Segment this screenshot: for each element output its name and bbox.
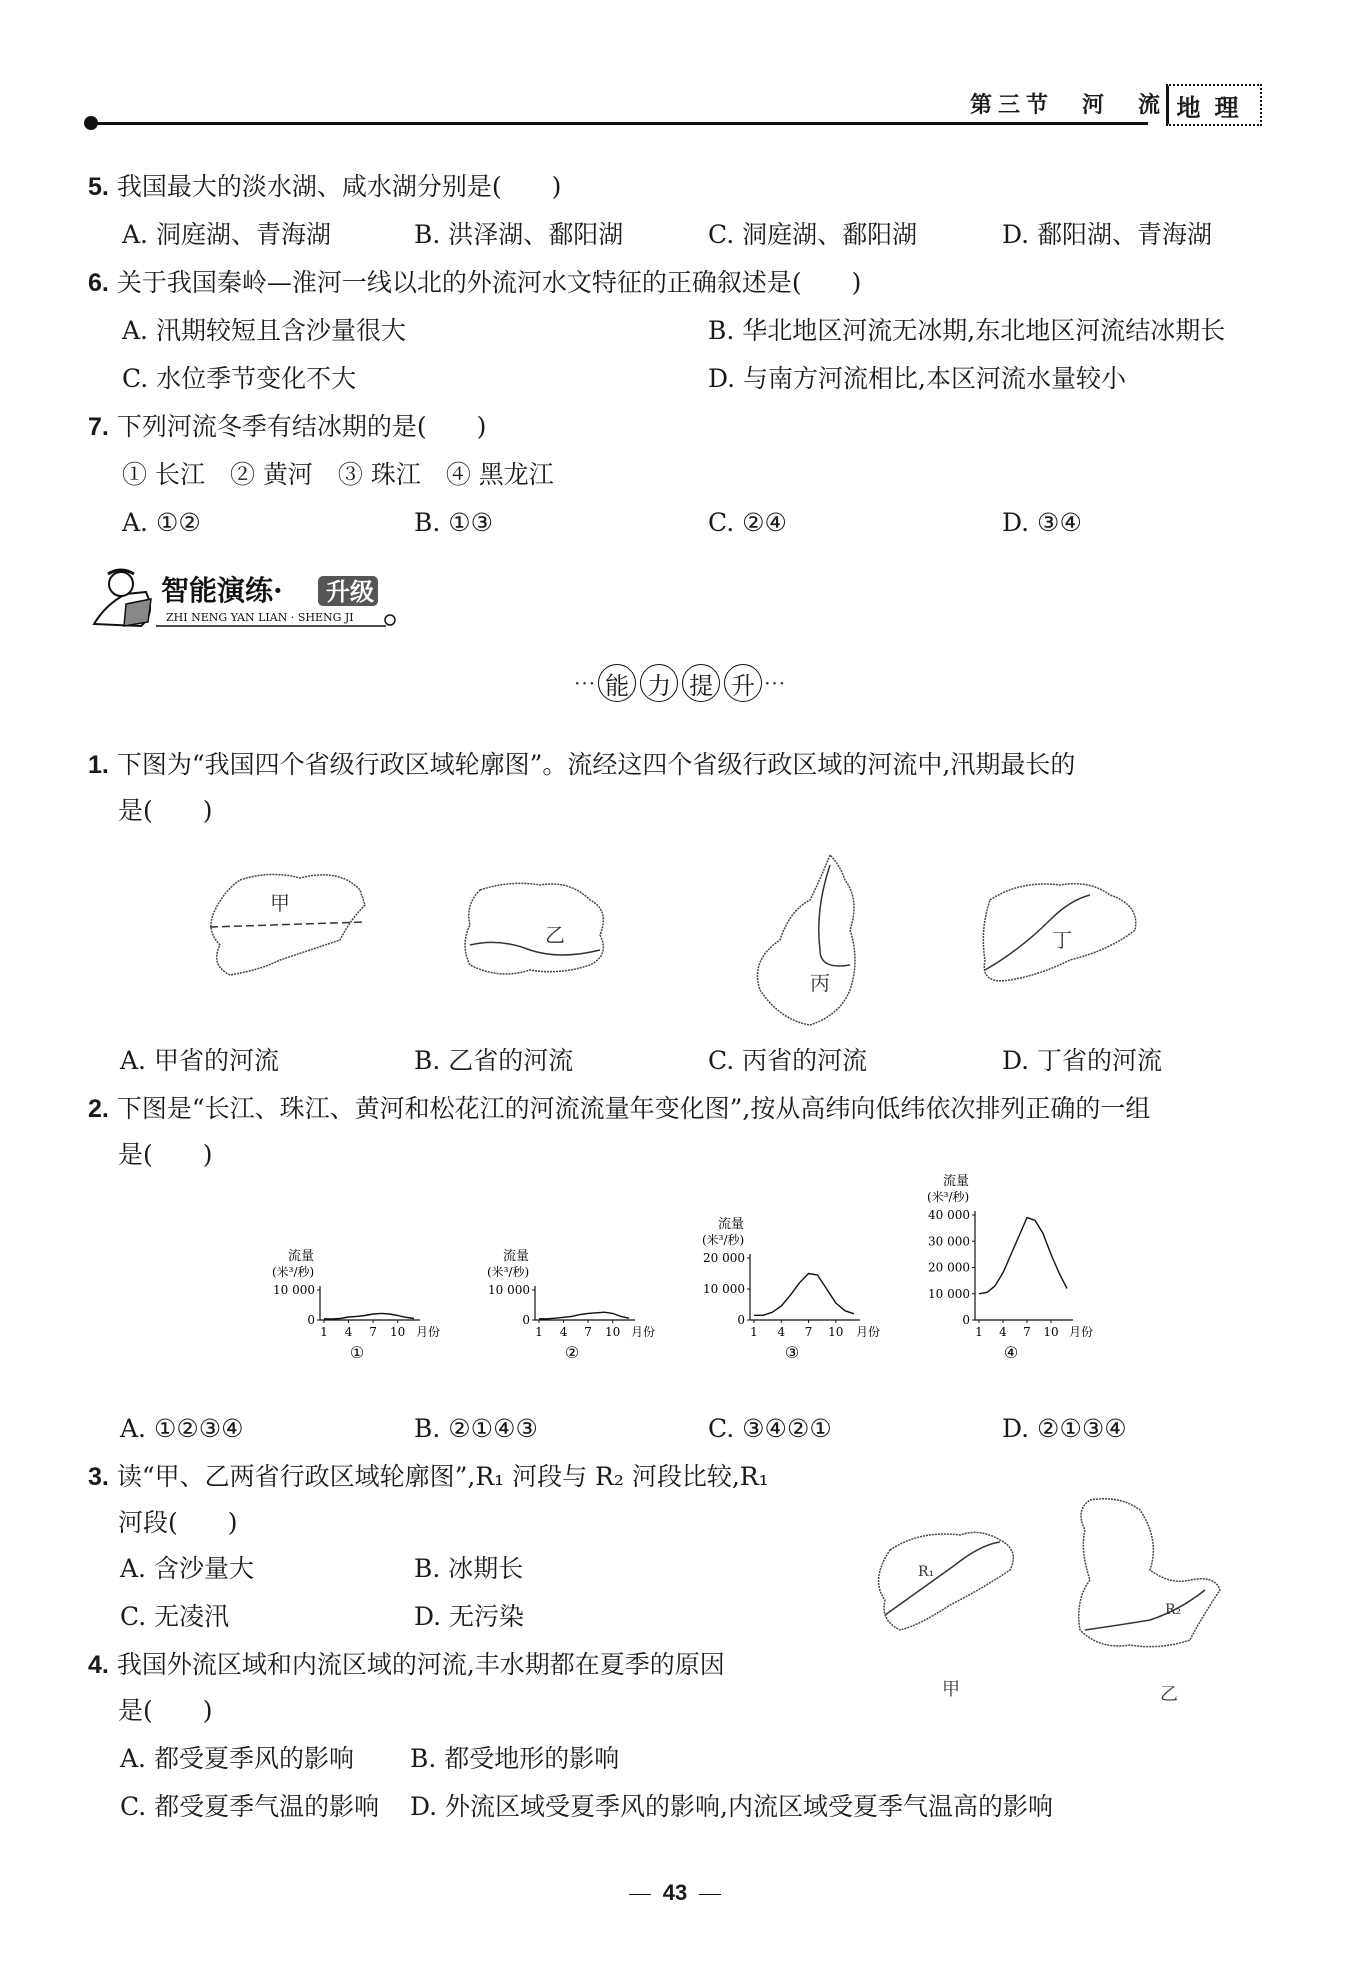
chart-series-line: [539, 1312, 629, 1319]
section-heading: [574, 664, 786, 702]
q6-option-c: C. 水位季节变化不大: [122, 364, 357, 393]
q3-label-r2: R₂: [1165, 1602, 1182, 1618]
heading-char: 提: [682, 664, 720, 702]
chart-y-tick-label: 10 000: [488, 1283, 530, 1297]
p2-q4-option-c: C. 都受夏季气温的影响: [120, 1792, 380, 1821]
chart-x-tick-label: 4: [777, 1325, 786, 1339]
question-number: 7.: [88, 413, 109, 441]
chart-x-tick-label: 1: [750, 1325, 758, 1339]
chart-y-tick-label: 0: [522, 1313, 530, 1327]
chart-xlabel: 月份: [1069, 1325, 1094, 1339]
chart-y-tick-label: 0: [307, 1313, 315, 1327]
chart-y-tick-label: 20 000: [928, 1260, 970, 1275]
p2-q3-option-a: A. 含沙量大: [120, 1554, 254, 1583]
chart-x-tick-label: 10: [604, 1325, 621, 1339]
chart-x-tick-label: 7: [369, 1325, 377, 1339]
chart-x-tick-label: 4: [999, 1325, 1007, 1339]
chart-series-line: [324, 1313, 414, 1319]
question-number: 6.: [88, 269, 109, 297]
question-number: 3.: [88, 1463, 109, 1491]
banner-title: 智能演练·: [161, 574, 283, 607]
chart-caption: ④: [1003, 1343, 1019, 1362]
p2-q3-option-c: C. 无凌汛: [120, 1602, 230, 1631]
chart-series-line: [979, 1218, 1067, 1294]
chart-ylabel: 流量: [288, 1249, 315, 1264]
chart-x-tick-label: 7: [804, 1325, 813, 1339]
chart-x-tick-label: 10: [389, 1325, 406, 1339]
chart-y-tick-label: 10 000: [273, 1283, 315, 1297]
chart-x-tick-label: 1: [975, 1325, 983, 1339]
chart-series-line: [754, 1274, 854, 1316]
chart-x-tick-label: 1: [320, 1325, 328, 1339]
chart-xlabel: 月份: [631, 1325, 656, 1339]
chart-y-tick-label: 40 000: [928, 1208, 970, 1222]
map-bing: [758, 855, 856, 1025]
question-6: [88, 266, 861, 300]
reader-mascot-icon: [86, 564, 416, 634]
p2-q2-option-d: D. ②①③④: [1002, 1414, 1127, 1443]
heading-dots-right: ···: [764, 671, 787, 695]
flow-charts: [240, 1174, 1140, 1415]
question-5: [88, 170, 561, 204]
question-number: 2.: [88, 1095, 109, 1123]
question-text: 读“甲、乙两省行政区域轮廓图”,R₁ 河段与 R₂ 河段比较,R₁: [116, 1462, 769, 1491]
chart-x-tick-label: 4: [344, 1325, 353, 1339]
q7-sub-items: ① 长江 ② 黄河 ③ 珠江 ④ 黑龙江: [122, 460, 554, 489]
flow-chart-3: [702, 1216, 880, 1362]
p2-q1-option-a: A. 甲省的河流: [120, 1046, 279, 1075]
chart-ylabel: 流量: [718, 1217, 745, 1232]
p2-q3-option-d: D. 无污染: [414, 1602, 525, 1631]
subject-box: 地理: [1166, 84, 1262, 126]
p2-q2-option-b: B. ②①④③: [414, 1414, 538, 1443]
chart-x-tick-label: 4: [559, 1325, 568, 1339]
p2-q1-option-b: B. 乙省的河流: [414, 1046, 574, 1075]
q3-label-yi: 乙: [1160, 1684, 1178, 1705]
question-text: 下图为“我国四个省级行政区域轮廓图”。流经这四个省级行政区域的河流中,汛期最长的: [116, 750, 1076, 779]
q7-option-b: B. ①③: [414, 508, 494, 537]
map-label-ding: 丁: [1052, 928, 1072, 952]
chart-y-tick-label: 0: [737, 1313, 745, 1327]
q7-option-a: A. ①②: [122, 508, 201, 537]
p2-q4-option-b: B. 都受地形的影响: [410, 1744, 620, 1773]
q5-option-a: A. 洞庭湖、青海湖: [122, 220, 331, 249]
chart-x-tick-label: 7: [584, 1325, 592, 1339]
chart-caption: ①: [349, 1343, 365, 1362]
province-outline-maps: [190, 850, 1200, 1040]
heading-char: 力: [640, 664, 678, 702]
page-number-rule-right: [699, 1894, 721, 1895]
p2-q2-line2: 是( ): [118, 1140, 213, 1169]
q3-map-jia: [879, 1532, 1014, 1700]
p2-q4-option-a: A. 都受夏季风的影响: [120, 1744, 354, 1773]
q6-option-d: D. 与南方河流相比,本区河流水量较小: [708, 364, 1126, 393]
p2-q2-option-a: A. ①②③④: [120, 1414, 244, 1443]
map-label-yi: 乙: [545, 923, 565, 947]
section-banner: [86, 564, 416, 634]
q3-map-yi: [1079, 1499, 1220, 1705]
question-text: 关于我国秦岭—淮河一线以北的外流河水文特征的正确叙述是( ): [116, 268, 862, 297]
p2-q4-line2: 是( ): [118, 1696, 213, 1725]
chart-y-tick-label: 20 000: [703, 1251, 745, 1265]
header-section-title: 第三节 河 流: [970, 92, 1167, 118]
q3-label-jia: 甲: [942, 1679, 960, 1700]
chart-caption: ②: [564, 1343, 580, 1362]
q5-option-b: B. 洪泽湖、鄱阳湖: [414, 220, 624, 249]
chart-ylabel: 流量: [503, 1249, 530, 1264]
flow-chart-4: [927, 1173, 1093, 1362]
chart-y-tick-label: 10 000: [703, 1282, 745, 1296]
chart-yunit: (米³/秒): [487, 1265, 530, 1279]
chart-x-tick-label: 1: [535, 1325, 543, 1339]
map-label-jia: 甲: [270, 891, 290, 915]
p2-question-3: [88, 1460, 769, 1494]
chart-xlabel: 月份: [416, 1325, 441, 1339]
map-jia: [210, 874, 365, 975]
question-text: 下图是“长江、珠江、黄河和松花江的河流流量年变化图”,按从高纬向低纬依次排列正确的一组: [116, 1094, 1151, 1123]
chart-caption: ③: [784, 1343, 800, 1362]
question-number: 1.: [88, 751, 109, 779]
chart-x-tick-label: 10: [1043, 1325, 1059, 1339]
banner-pinyin: ZHI NENG YAN LIAN · SHENG JI: [166, 611, 354, 624]
p2-q2-option-c: C. ③④②①: [708, 1414, 832, 1443]
heading-char: 能: [598, 664, 636, 702]
flow-chart-1: [272, 1248, 440, 1362]
p2-question-4: [88, 1648, 725, 1682]
header-rule: [88, 122, 1148, 125]
page-number-value: 43: [662, 1880, 688, 1905]
heading-dots-left: ···: [574, 671, 597, 695]
chart-yunit: (米³/秒): [927, 1190, 970, 1204]
q3-province-maps: [860, 1490, 1280, 1720]
banner-badge: 升级: [326, 577, 374, 606]
p2-q1-option-c: C. 丙省的河流: [708, 1046, 868, 1075]
question-7: [88, 410, 486, 444]
heading-char: 升: [724, 664, 762, 702]
question-number: 4.: [88, 1651, 109, 1679]
page-number-rule-left: [629, 1894, 651, 1895]
question-text: 我国外流区域和内流区域的河流,丰水期都在夏季的原因: [116, 1650, 725, 1679]
map-yi: [465, 883, 603, 974]
map-label-bing: 丙: [810, 971, 830, 995]
q5-option-c: C. 洞庭湖、鄱阳湖: [708, 220, 918, 249]
chart-ylabel: 流量: [943, 1174, 970, 1189]
chart-yunit: (米³/秒): [702, 1233, 745, 1247]
chart-x-tick-label: 10: [828, 1325, 844, 1339]
flow-chart-2: [487, 1248, 655, 1362]
p2-q3-line2: 河段( ): [118, 1508, 238, 1537]
q7-option-c: C. ②④: [708, 508, 787, 537]
chart-y-tick-label: 30 000: [928, 1234, 970, 1249]
q6-option-b: B. 华北地区河流无冰期,东北地区河流结冰期长: [708, 316, 1226, 345]
q5-option-d: D. 鄱阳湖、青海湖: [1002, 220, 1213, 249]
q7-option-d: D. ③④: [1002, 508, 1082, 537]
p2-question-2: [88, 1092, 1150, 1126]
question-number: 5.: [88, 173, 109, 201]
page-number: [0, 1880, 1350, 1906]
q6-option-a: A. 汛期较短且含沙量很大: [122, 316, 406, 345]
q3-label-r1: R₁: [918, 1564, 935, 1580]
p2-q3-option-b: B. 冰期长: [414, 1554, 524, 1583]
chart-y-tick-label: 10 000: [928, 1286, 970, 1301]
p2-q4-option-d: D. 外流区域受夏季风的影响,内流区域受夏季气温高的影响: [410, 1792, 1053, 1821]
chart-yunit: (米³/秒): [272, 1265, 315, 1279]
p2-q1-line2: 是( ): [118, 796, 213, 825]
question-text: 我国最大的淡水湖、咸水湖分别是( ): [116, 172, 562, 201]
p2-question-1: [88, 748, 1075, 782]
question-text: 下列河流冬季有结冰期的是( ): [116, 412, 487, 441]
chart-xlabel: 月份: [856, 1325, 881, 1339]
chart-y-tick-label: 0: [962, 1313, 970, 1327]
map-ding: [983, 884, 1135, 981]
p2-q1-option-d: D. 丁省的河流: [1002, 1046, 1163, 1075]
chart-x-tick-label: 7: [1023, 1325, 1031, 1339]
